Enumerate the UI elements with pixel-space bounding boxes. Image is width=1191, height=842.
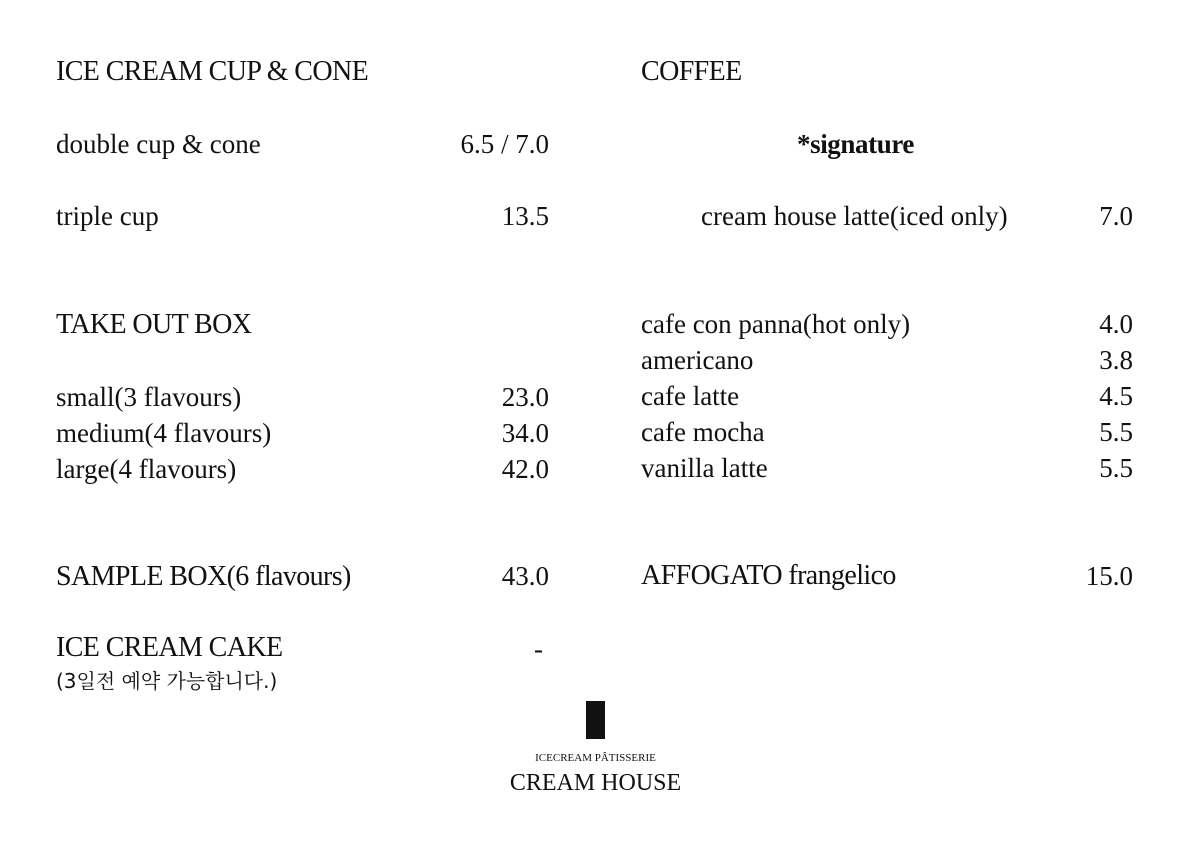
menu-item-name: cafe con panna(hot only) <box>641 309 911 339</box>
signature-item-price: 7.0 <box>1099 201 1133 231</box>
affogato-price: 15.0 <box>1085 561 1133 591</box>
signature-item-name: cream house latte(iced only) <box>701 201 1008 231</box>
logo-name: CREAM HOUSE <box>509 770 682 796</box>
menu-item-name: large(4 flavours) <box>56 454 237 484</box>
sample-box-price: 43.0 <box>501 561 549 591</box>
menu-item-price: 3.8 <box>1099 345 1133 375</box>
menu-item-price: 4.5 <box>1099 381 1133 411</box>
cup-cone-heading: ICE CREAM CUP & CONE <box>56 56 369 87</box>
sample-box-heading: SAMPLE BOX(6 flavours) <box>56 561 351 592</box>
logo-mark <box>586 701 605 739</box>
takeout-box-heading: TAKE OUT BOX <box>56 309 252 340</box>
menu-item-name: americano <box>641 345 754 375</box>
menu-item-name: small(3 flavours) <box>56 382 242 412</box>
menu-item-price: 34.0 <box>501 418 549 448</box>
menu-item-name: cafe latte <box>641 381 740 411</box>
menu-item-price: 42.0 <box>501 454 549 484</box>
menu-item-name: vanilla latte <box>641 453 768 483</box>
ice-cream-cake-heading: ICE CREAM CAKE <box>56 632 283 663</box>
ice-cream-cake-price: - <box>534 634 543 664</box>
ice-cream-cake-note: (3일전 예약 가능합니다.) <box>56 669 278 693</box>
menu-item-name: medium(4 flavours) <box>56 418 272 448</box>
affogato-heading: AFFOGATO frangelico <box>641 560 896 591</box>
menu-item-price: 13.5 <box>501 201 549 231</box>
menu-item-price: 6.5 / 7.0 <box>460 129 549 159</box>
menu-item-price: 4.0 <box>1099 309 1133 339</box>
menu-item-price: 5.5 <box>1099 417 1133 447</box>
menu-item-price: 23.0 <box>501 382 549 412</box>
logo-subtitle: ICECREAM PÂTISSERIE <box>535 752 656 764</box>
menu-item-name: cafe mocha <box>641 417 765 447</box>
coffee-heading: COFFEE <box>641 56 742 87</box>
menu-item-price: 5.5 <box>1099 453 1133 483</box>
menu-item-name: double cup & cone <box>56 129 261 159</box>
menu-item-name: triple cup <box>56 201 159 231</box>
signature-label: *signature <box>797 129 915 159</box>
